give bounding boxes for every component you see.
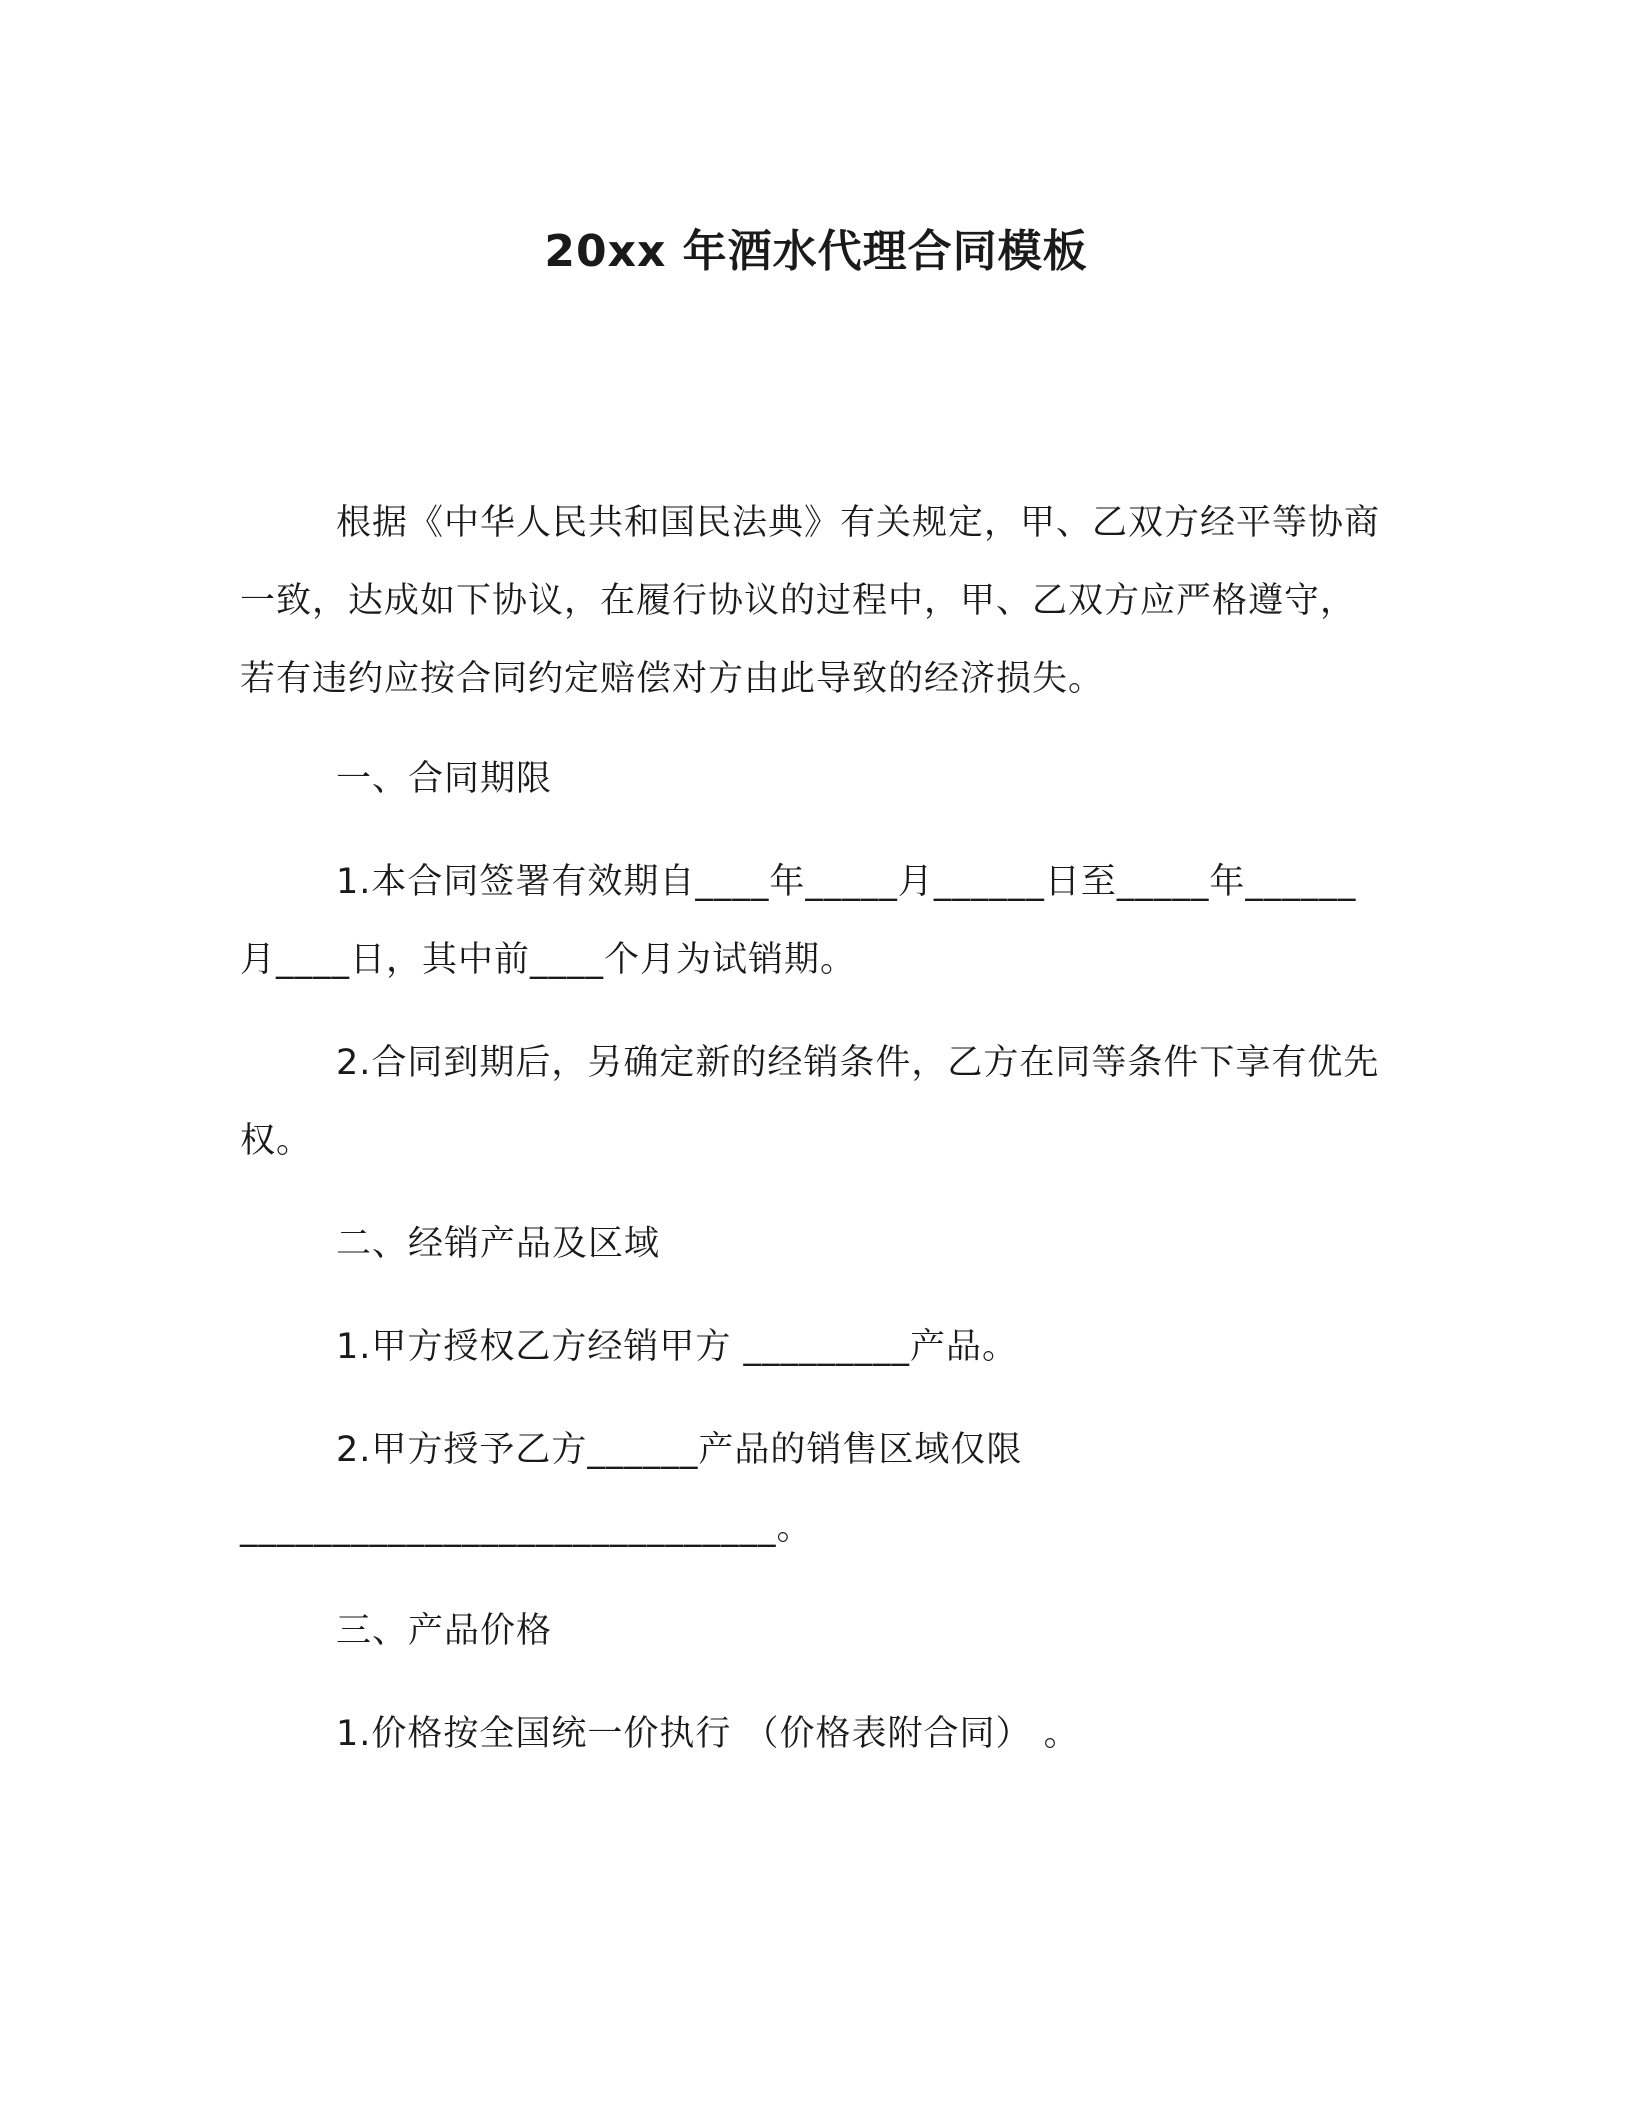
section3-item1: 1.价格按全国统一价执行 （价格表附合同） 。 — [336, 1714, 1080, 1754]
intro-block — [240, 484, 1380, 718]
section3-heading: 三、产品价格 — [336, 1611, 553, 1651]
section3-item1-block — [240, 1695, 1380, 1773]
section2-item2-block — [240, 1411, 1380, 1567]
section2-item2: 2.甲方授予乙方______产品的销售区域仅限_____________________________。 — [240, 1430, 1023, 1548]
section2-heading-block — [240, 1205, 1380, 1283]
section1-heading: 一、合同期限 — [336, 759, 553, 799]
section2-heading: 二、经销产品及区域 — [336, 1224, 661, 1264]
intro-paragraph: 根据《中华人民共和国民法典》有关规定，甲、乙双方经平等协商一致，达成如下协议，在履行协议的过程中，甲、乙双方应严格遵守，若有违约应按合同约定赔偿对方由此导致的经济损失。 — [240, 503, 1381, 699]
section1-heading-block — [240, 740, 1380, 818]
section2-item1-block — [240, 1308, 1380, 1386]
section2-item1: 1.甲方授权乙方经销甲方 _________产品。 — [336, 1327, 1019, 1367]
document-title: 20xx 年酒水代理合同模板 — [544, 226, 1088, 277]
section1-item1-block — [240, 843, 1380, 999]
section1-item1: 1.本合同签署有效期自____年_____月______日至_____年______ 月____日，其中前____个月为试销期。 — [240, 862, 1357, 980]
section3-heading-block — [240, 1592, 1380, 1670]
section1-item2-block — [240, 1024, 1380, 1180]
section1-item2: 2.合同到期后，另确定新的经销条件，乙方在同等条件下享有优先权。 — [240, 1043, 1380, 1161]
